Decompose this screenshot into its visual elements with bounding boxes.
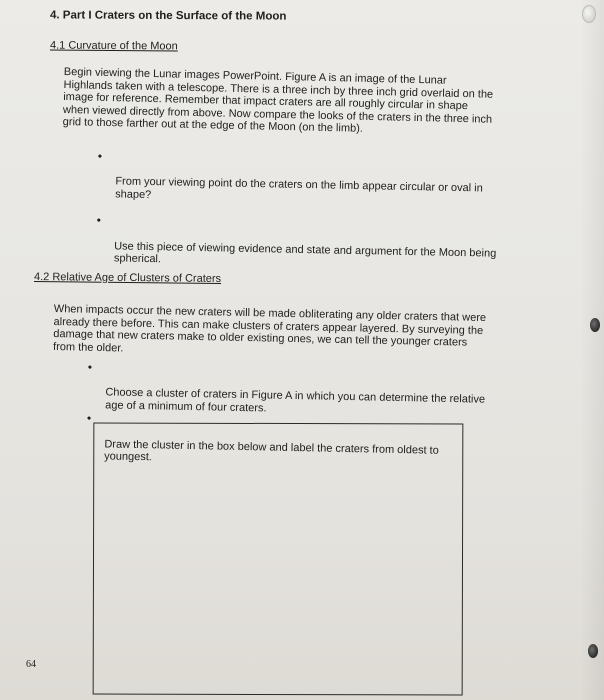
relative-age-instructions: When impacts occur the new craters will be made obliterating any older craters that were already there before. This can make clusters of craters appear layered. By surveying the damage that new craters make to older existing ones, we can tell the younger craters from the older. <box>52 303 487 355</box>
task-text: Choose a cluster of craters in Figure A in which you can determine the relative age of a minimum of four craters. <box>105 386 486 415</box>
binder-hole-top <box>582 5 596 23</box>
bullet-glyph: • <box>97 149 103 164</box>
page-edge-shadow <box>580 0 604 700</box>
task-text: Draw the cluster in the box below and label the craters from oldest to youngest. <box>104 437 439 464</box>
task-choose-cluster <box>85 361 556 420</box>
drawing-box[interactable] <box>93 423 464 696</box>
question-spherical-argument <box>94 214 565 273</box>
question-limb-shape <box>95 150 566 209</box>
bullet-glyph: • <box>96 213 101 228</box>
binder-hole-bottom <box>588 644 598 658</box>
question-text: From your viewing point do the craters on the limb appear circular or oval in shape? <box>115 175 483 201</box>
bullet-glyph: • <box>86 411 92 426</box>
page-number: 64 <box>26 659 36 670</box>
subsection-heading-curvature: 4.1 Curvature of the Moon <box>49 39 178 53</box>
section-heading: 4. Part I Craters on the Surface of the Moon <box>49 9 287 23</box>
question-text: Use this piece of viewing evidence and state and argument for the Moon being spherical. <box>113 239 497 266</box>
binder-hole-middle <box>590 318 600 332</box>
subsection-heading-relative-age: 4.2 Relative Age of Clusters of Craters <box>33 271 222 285</box>
bullet-glyph: • <box>87 360 93 375</box>
curvature-questions <box>94 150 566 274</box>
curvature-instructions: Begin viewing the Lunar images PowerPoint. Figure A is an image of the Lunar Highlands taken with a telescope. There is a three inch by three inch grid overlaid on the image for reference. Remember that impact craters are all roughly circular in shape when viewed directly from above. Now compare the looks of the craters in the three inch grid to those farther out at the edge of the Moon (on the limb). <box>62 66 494 136</box>
